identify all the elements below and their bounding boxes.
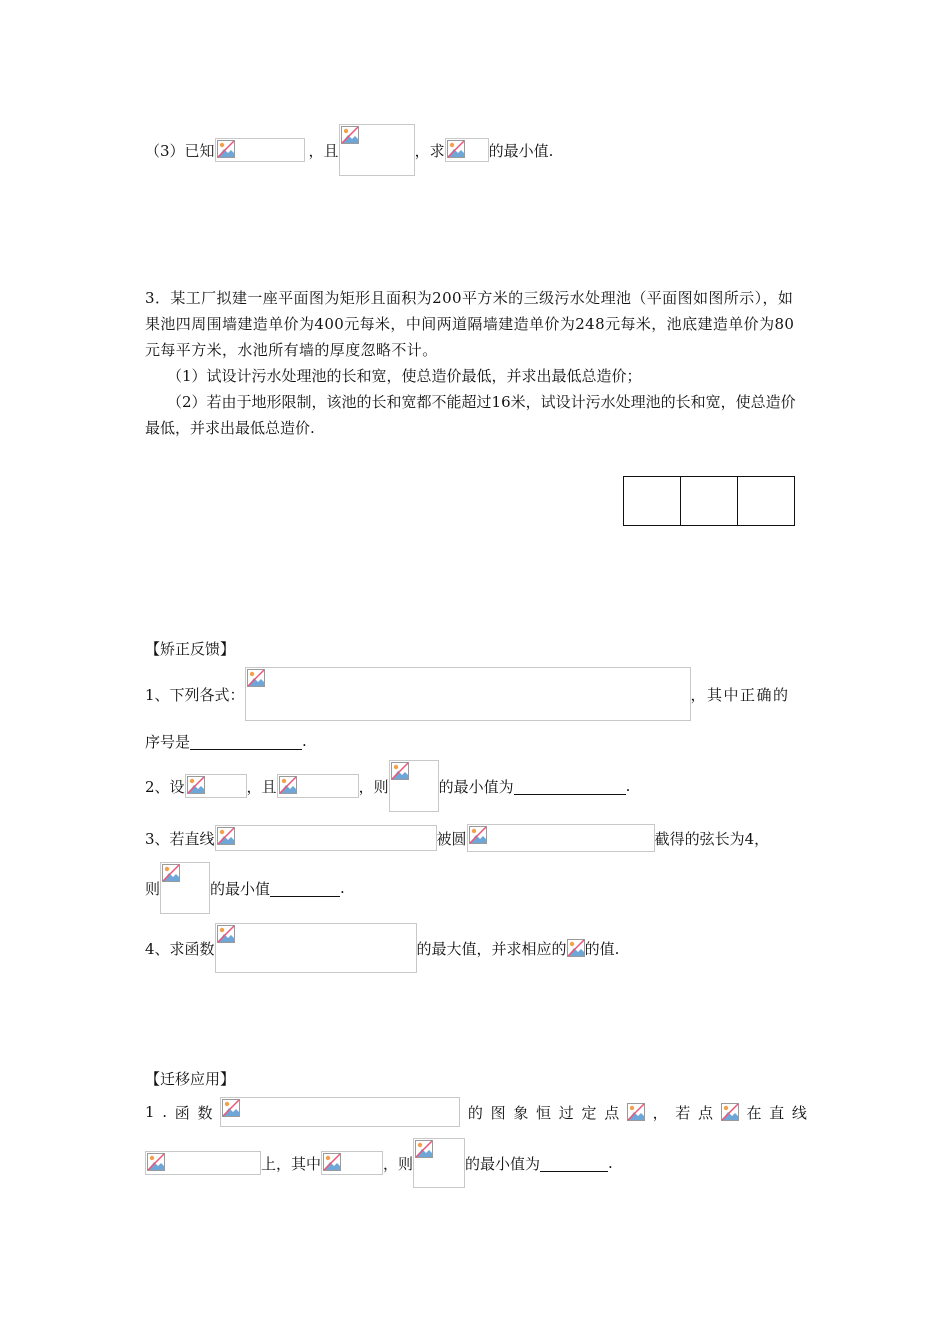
feedback-q3-end: . xyxy=(340,879,345,897)
broken-image-icon xyxy=(247,669,265,687)
transfer-q1-end: . xyxy=(608,1154,613,1172)
transfer-q1 xyxy=(145,1097,807,1127)
feedback-q4 xyxy=(145,923,619,973)
broken-image-icon xyxy=(187,776,205,794)
feedback-q4-prefix: 4、求函数 xyxy=(145,939,215,958)
problem3 xyxy=(145,285,807,441)
feedback-q1-end: . xyxy=(302,732,307,750)
answer-blank[interactable] xyxy=(514,777,626,795)
transfer-q1-char: 若 xyxy=(675,1103,691,1122)
feedback-q2-suffix: 的最小值为 xyxy=(438,777,514,796)
feedback-q2 xyxy=(145,760,630,812)
transfer-q1-char: 定 xyxy=(581,1103,597,1122)
formula-image xyxy=(467,824,655,852)
formula-image xyxy=(277,774,359,798)
transfer-q1-char: 点 xyxy=(604,1103,620,1122)
part3-line xyxy=(145,124,553,176)
transfer-q1-line2-suffix: 的最小值为 xyxy=(465,1154,541,1173)
feedback-q3-mid: 被圆 xyxy=(436,829,467,848)
transfer-q1-char: 在 xyxy=(746,1103,762,1122)
broken-image-icon xyxy=(162,864,180,882)
feedback-q1-line2: 序号是 xyxy=(145,732,191,751)
formula-image xyxy=(627,1103,645,1121)
pool-section xyxy=(738,477,794,525)
problem3-sub2: （2）若由于地形限制，该池的长和宽都不能超过16米，试设计污水处理池的长和宽，使总造价最低，并求出最低总造价. xyxy=(145,393,796,437)
feedback-q2-prefix: 2、设 xyxy=(145,777,185,796)
feedback-q1 xyxy=(145,667,790,721)
feedback-q3-line2-suffix: 的最小值 xyxy=(210,879,271,898)
formula-image xyxy=(220,1097,460,1127)
broken-image-icon xyxy=(469,826,487,844)
answer-blank[interactable] xyxy=(540,1154,608,1172)
broken-image-icon xyxy=(415,1140,433,1158)
formula-image xyxy=(160,862,210,914)
broken-image-icon xyxy=(323,1153,341,1171)
problem3-intro: 3．某工厂拟建一座平面图为矩形且面积为200平方米的三级污水处理池（平面图如图所示），如果池四周围墙建造单价为400元每米，中间两道隔墙建造单价为248元每米，池底建造单价为80元每平方米，水池所有墙的厚度忽略不计。 xyxy=(145,289,795,359)
pool-plan-figure xyxy=(623,476,795,526)
part3-suffix: 的最小值. xyxy=(488,141,554,160)
transfer-q1-char: 象 xyxy=(513,1103,529,1122)
broken-image-icon xyxy=(222,1099,240,1117)
broken-image-icon xyxy=(217,140,235,158)
transfer-q1-dot: . xyxy=(162,1103,168,1121)
feedback-q1-suffix: ，其中正确的 xyxy=(690,685,790,704)
feedback-q3-suffix: 截得的弦长为4， xyxy=(654,829,770,848)
pool-section xyxy=(681,477,738,525)
feedback-q2-end: . xyxy=(625,777,631,795)
transfer-q1-char: 直 xyxy=(769,1103,785,1122)
formula-image xyxy=(339,124,415,176)
formula-image xyxy=(321,1151,383,1175)
broken-image-icon xyxy=(217,827,235,845)
formula-image xyxy=(245,667,691,721)
transfer-q1-char: 函 xyxy=(174,1103,190,1122)
broken-image-icon xyxy=(627,1103,645,1121)
feedback-q3 xyxy=(145,824,769,852)
part3-prefix: （3）已知 xyxy=(145,141,215,160)
pool-section xyxy=(624,477,681,525)
part3-and: ，且 xyxy=(308,141,339,160)
feedback-q4-suffix: 的最大值，并求相应的 xyxy=(416,939,567,958)
broken-image-icon xyxy=(341,126,359,144)
broken-image-icon xyxy=(391,762,409,780)
formula-image xyxy=(567,939,585,957)
transfer-q1-comma: ， xyxy=(652,1103,668,1122)
feedback-q3-then: 则 xyxy=(145,879,161,898)
formula-image xyxy=(215,825,437,851)
feedback-q1-prefix: 1、下列各式： xyxy=(145,685,245,704)
formula-image xyxy=(145,1151,261,1175)
answer-blank[interactable] xyxy=(190,732,302,750)
transfer-q1-char: 线 xyxy=(791,1103,807,1122)
formula-image xyxy=(215,923,417,973)
transfer-q1-char: 恒 xyxy=(536,1103,552,1122)
feedback-q3-line2 xyxy=(145,862,345,914)
formula-image xyxy=(215,138,305,162)
feedback-q2-then: ，则 xyxy=(358,777,389,796)
transfer-q1-line2 xyxy=(145,1138,613,1188)
transfer-q1-line2-on: 上，其中 xyxy=(261,1154,322,1173)
broken-image-icon xyxy=(447,140,465,158)
feedback-q2-and: ，且 xyxy=(246,777,277,796)
transfer-q1-char: 点 xyxy=(698,1103,714,1122)
transfer-q1-char: 图 xyxy=(490,1103,506,1122)
transfer-q1-line2-then: ，则 xyxy=(383,1154,414,1173)
formula-image xyxy=(413,1138,465,1188)
broken-image-icon xyxy=(279,776,297,794)
transfer-q1-num: 1 xyxy=(145,1103,155,1121)
formula-image xyxy=(445,138,489,162)
broken-image-icon xyxy=(721,1103,739,1121)
broken-image-icon xyxy=(567,939,585,957)
feedback-title: 【矫正反馈】 xyxy=(145,640,236,658)
feedback-q1-line2 xyxy=(145,730,307,752)
transfer-q1-char: 的 xyxy=(467,1103,483,1122)
broken-image-icon xyxy=(217,925,235,943)
answer-blank[interactable] xyxy=(270,879,340,897)
transfer-q1-char: 过 xyxy=(558,1103,574,1122)
transfer-q1-char: 数 xyxy=(197,1103,213,1122)
problem3-sub1: （1）试设计污水处理池的长和宽，使总造价最低，并求出最低总造价； xyxy=(167,367,642,385)
part3-find: ，求 xyxy=(414,141,445,160)
formula-image xyxy=(389,760,439,812)
broken-image-icon xyxy=(147,1153,165,1171)
feedback-q3-prefix: 3、若直线 xyxy=(145,829,215,848)
formula-image xyxy=(721,1103,739,1121)
formula-image xyxy=(185,774,247,798)
transfer-title: 【迁移应用】 xyxy=(145,1070,236,1088)
feedback-q4-end: 的值. xyxy=(584,939,620,958)
